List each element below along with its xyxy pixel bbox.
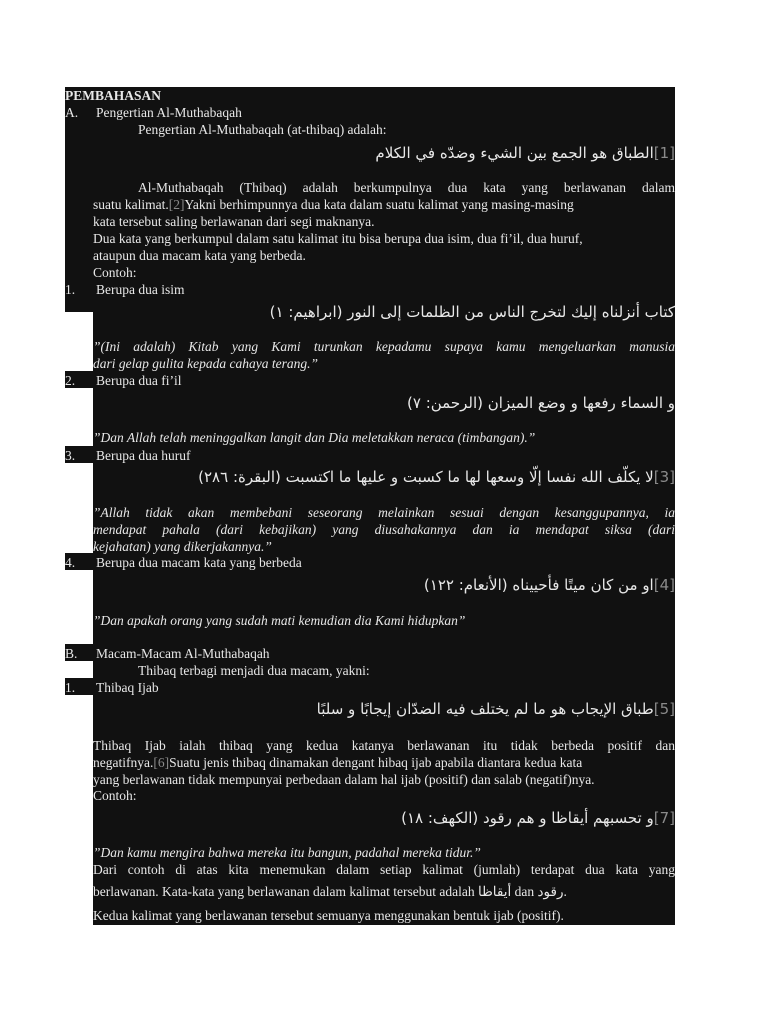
- translation-line: ”Dan kamu mengira bahwa mereka itu bangun, padahal mereka tidur.”: [93, 845, 481, 860]
- arabic-example: [3]لا يكلّف الله نفسا إلّا وسعها لها ما كسبت و عليها ما اكتسبت (البقرة: ٢٨٦): [198, 468, 675, 486]
- translation-line: ”(Ini adalah) Kitab yang Kami turunkan kepadamu supaya kamu mengeluarkan manusia: [93, 339, 675, 354]
- arabic-example: و السماء رفعها و وضع الميزان (الرحمن: ٧): [407, 394, 675, 412]
- list-number: 3.: [65, 448, 76, 463]
- footnote-ref[interactable]: [6]: [153, 755, 170, 770]
- arabic-example: [7]و تحسبهم أيقاظا و هم رقود (الكهف: ١٨): [401, 809, 675, 827]
- list-number: 1.: [65, 680, 76, 695]
- section-a-number: A.: [65, 105, 79, 120]
- footnote-ref[interactable]: [5]: [653, 700, 675, 718]
- list-label: Berupa dua isim: [96, 282, 185, 297]
- list-number: 2.: [65, 373, 76, 388]
- section-a-title: Pengertian Al-Muthabaqah: [96, 105, 242, 120]
- paragraph-line: Al-Muthabaqah (Thibaq) adalah berkumpulnya dua kata yang berlawanan dalam: [138, 180, 675, 195]
- section-b-intro: Thibaq terbagi menjadi dua macam, yakni:: [138, 663, 370, 678]
- footnote-ref[interactable]: [1]: [653, 144, 675, 162]
- list-label: Thibaq Ijab: [96, 680, 159, 695]
- contoh-label: Contoh:: [93, 788, 137, 803]
- list-label: Berupa dua fi’il: [96, 373, 182, 388]
- section-b-number: B.: [65, 646, 78, 661]
- list-label: Berupa dua macam kata yang berbeda: [96, 555, 302, 570]
- footnote-ref[interactable]: [4]: [653, 576, 675, 594]
- contoh-label: Contoh:: [93, 265, 137, 280]
- footnote-ref[interactable]: [2]: [168, 197, 185, 212]
- arabic-example: [4]او من كان ميتًا فأحييناه (الأنعام: ١٢٢): [423, 576, 675, 594]
- footnote-ref[interactable]: [3]: [653, 468, 675, 486]
- translation-line: mendapat pahala (dari kebajikan) yang diusahakannya dan ia mendapat siksa (dari: [93, 522, 675, 537]
- translation-line: ”Dan apakah orang yang sudah mati kemudian dia Kami hidupkan”: [93, 613, 466, 628]
- translation-line: ”Dan Allah telah meninggalkan langit dan Dia meletakkan neraca (timbangan).”: [93, 430, 536, 445]
- paragraph-line: Dua kata yang berkumpul dalam satu kalimat itu bisa berupa dua isim, dua fi’il, dua huruf,: [93, 231, 583, 246]
- paragraph-line: suatu kalimat.[2]Yakni berhimpunnya dua kata dalam suatu kalimat yang masing-masing: [93, 197, 574, 212]
- paragraph-line: negatifnya.[6]Suatu jenis thibaq dinamakan dengant hibaq ijab apabila diantara kedua kata: [93, 755, 583, 770]
- document-page: [65, 87, 675, 925]
- footnote-ref[interactable]: [7]: [653, 809, 675, 827]
- translation-line: dari gelap gulita kepada cahaya terang.”: [93, 356, 318, 371]
- paragraph-line: Thibaq Ijab ialah thibaq yang kedua katanya berlawanan itu tidak berbeda positif dan: [93, 738, 675, 753]
- paragraph-line: Dari contoh di atas kita menemukan dalam setiap kalimat (jumlah) terdapat dua kata yang: [93, 862, 675, 877]
- paragraph-line: kata tersebut saling berlawanan dari segi maknanya.: [93, 214, 375, 229]
- section-a-intro: Pengertian Al-Muthabaqah (at-thibaq) adalah:: [138, 122, 387, 137]
- paragraph-line: Kedua kalimat yang berlawanan tersebut semuanya menggunakan bentuk ijab (positif).: [93, 908, 564, 923]
- translation-line: kejahatan) yang dikerjakannya.”: [93, 539, 272, 554]
- arabic-definition: [1]الطباق هو الجمع بين الشيء وضدّه في الكلام: [375, 144, 675, 162]
- translation-line: ”Allah tidak akan membebani seseorang melainkan sesuai dengan kesanggupannya, ia: [93, 505, 675, 520]
- page-heading: PEMBAHASAN: [65, 88, 162, 103]
- arabic-definition: [5]طباق الإيجاب هو ما لم يختلف فيه الضدّان إيجابًا و سلبًا: [316, 700, 675, 718]
- list-number: 1.: [65, 282, 76, 297]
- arabic-example: كتاب أنزلناه إليك لتخرج الناس من الظلمات إلى النور (ابراهيم: ١): [269, 303, 675, 321]
- paragraph-line: yang berlawanan tidak mempunyai perbedaan dalam hal ijab (positif) dan salab (negatif)nya.: [93, 772, 595, 787]
- list-label: Berupa dua huruf: [96, 448, 191, 463]
- paragraph-line: berlawanan. Kata-kata yang berlawanan dalam kalimat tersebut adalah أيقاظا dan رقود.: [93, 884, 567, 899]
- section-b-title: Macam-Macam Al-Muthabaqah: [96, 646, 270, 661]
- paragraph-line: ataupun dua macam kata yang berbeda.: [93, 248, 306, 263]
- list-number: 4.: [65, 555, 76, 570]
